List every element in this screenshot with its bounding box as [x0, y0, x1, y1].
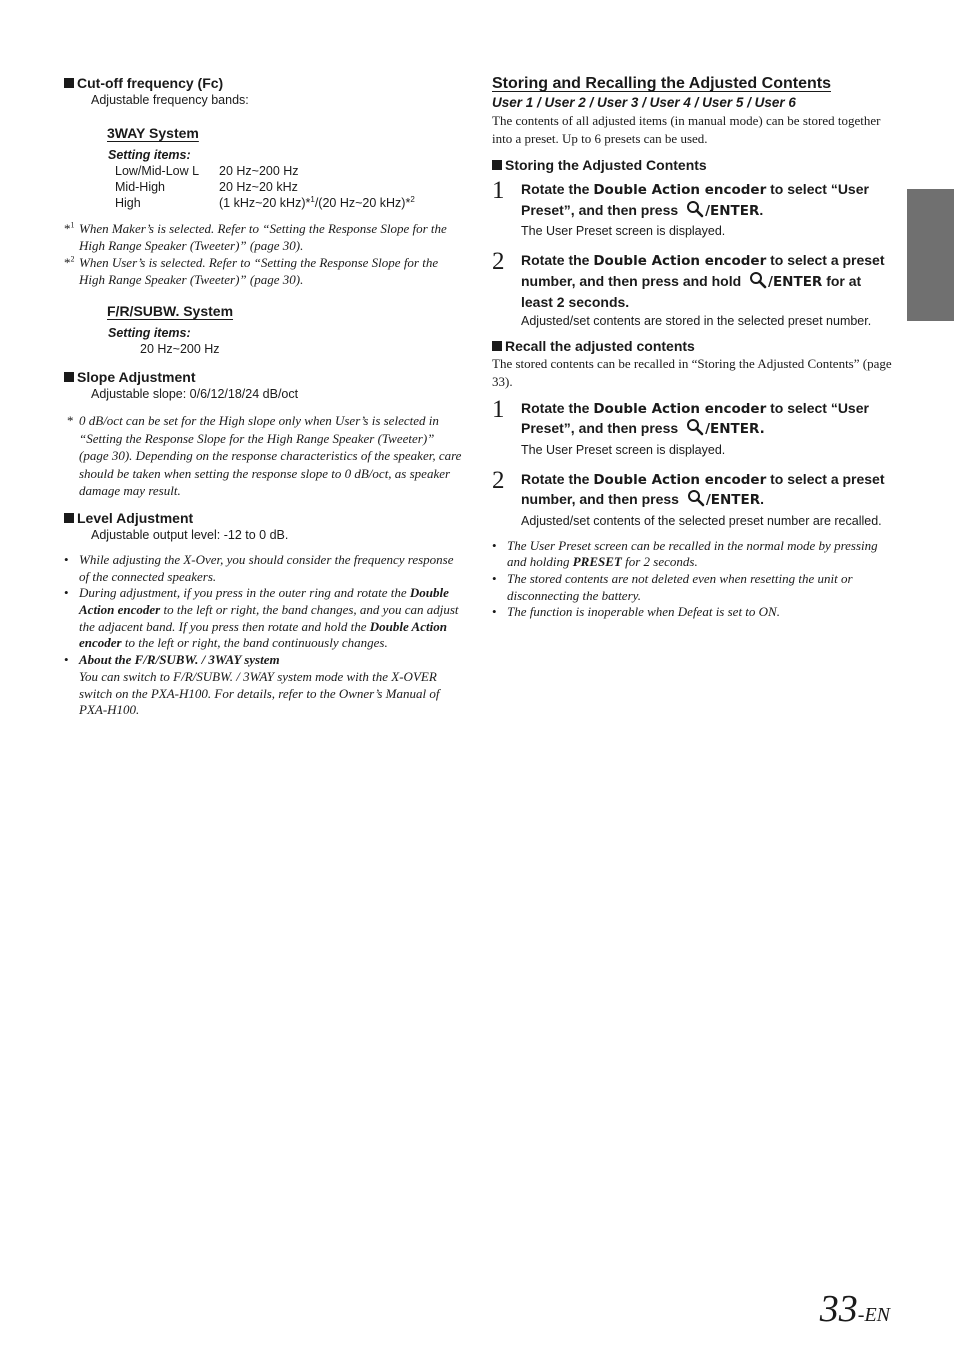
square-bullet-icon: [492, 341, 502, 351]
frs-setting-label: Setting items:: [108, 326, 191, 340]
step-number: 2: [492, 248, 505, 275]
list-item: • The User Preset screen can be recalled in the normal mode by pressing and holding PRESET for 2 seconds.: [492, 538, 892, 571]
setting-row: Low/Mid-Low L 20 Hz~200 Hz: [115, 164, 299, 178]
frs-title: F/R/SUBW. System: [107, 303, 234, 319]
storing-heading: Storing the Adjusted Contents: [492, 156, 892, 174]
3way-title: 3WAY System: [107, 125, 199, 141]
right-notes-list: [492, 538, 892, 622]
left-notes-list: [64, 552, 464, 719]
square-bullet-icon: [64, 513, 74, 523]
section-title: Storing and Recalling the Adjusted Contents: [492, 75, 831, 92]
user-presets-line: User 1 / User 2 / User 3 / User 4 / User 5 / User 6: [492, 95, 796, 110]
recall-heading: Recall the adjusted contents: [492, 337, 892, 355]
storing-step-1: 1 Rotate the Double Action encoder to select “User Preset”, and then press /ENTER. The User Preset screen is displayed.: [492, 177, 869, 238]
frs-setting-value: 20 Hz~200 Hz: [140, 342, 220, 356]
level-desc: Adjustable output level: -12 to 0 dB.: [91, 527, 289, 542]
setting-row: High (1 kHz~20 kHz)*$^1$/(20 Hz~20 kHz)*$^2$: [115, 194, 415, 210]
section-intro: The contents of all adjusted items (in manual mode) can be stored together into a preset. Up to 6 presets can be used.: [492, 113, 881, 146]
setting-row: Mid-High 20 Hz~20 kHz: [115, 180, 298, 194]
right-column: [492, 74, 892, 621]
list-item: • During adjustment, if you press in the outer ring and rotate the Double Action encoder to the left or right, the band changes, and you can adjust the adjacent band. If you press then rotate and hold the Double Action encoder to the left or right, the band continuously changes.: [64, 585, 464, 652]
search-icon: [687, 489, 705, 512]
storing-step-2: 2 Rotate the Double Action encoder to select a preset number, and then press and hold /ENTER for at least 2 seconds. Adjusted/set contents are stored in the selected preset number.: [492, 248, 885, 328]
recall-step-1: 1 Rotate the Double Action encoder to select “User Preset”, and then press /ENTER. The User Preset screen is displayed.: [492, 395, 869, 457]
list-item: • The function is inoperable when Defeat is set to ON.: [492, 604, 892, 621]
footnote-1: *$^1$ When Maker’s is selected. Refer to “Setting the Response Slope for the High Range Speaker (Tweeter)” (page 30).: [64, 220, 447, 253]
search-icon: [686, 418, 704, 441]
recall-desc: The stored contents can be recalled in “Storing the Adjusted Contents” (page 33).: [492, 355, 892, 389]
footnote-2: *$^2$ When User’s is selected. Refer to “Setting the Response Slope for the High Range Speaker (Tweeter)” (page 30).: [64, 254, 439, 287]
cutoff-heading: Cut-off frequency (Fc): [64, 74, 464, 92]
recall-step-2: 2 Rotate the Double Action encoder to select a preset number, and then press /ENTER. Adjusted/set contents of the selected preset number are recalled.: [492, 466, 885, 528]
page-number: 33-EN: [819, 1288, 890, 1330]
cutoff-desc: Adjustable frequency bands:: [91, 93, 249, 107]
list-item: • About the F/R/SUBW. / 3WAY system You can switch to F/R/SUBW. / 3WAY system mode with the X-OVER switch on the PXA-H100. For details, refer to the Owner’s Manual of PXA-H100.: [64, 652, 464, 719]
search-icon: [686, 200, 704, 223]
3way-settings-table: [115, 163, 464, 211]
3way-setting-label: Setting items:: [108, 148, 191, 162]
square-bullet-icon: [64, 372, 74, 382]
step-number: 1: [492, 395, 505, 423]
section-tab: [907, 189, 954, 321]
square-bullet-icon: [64, 78, 74, 88]
search-icon: [749, 271, 767, 294]
square-bullet-icon: [492, 160, 502, 170]
left-column: [64, 74, 464, 719]
slope-desc: Adjustable slope: 0/6/12/18/24 dB/oct: [91, 387, 299, 401]
step-number: 1: [492, 177, 505, 204]
slope-note: * 0 dB/oct can be set for the High slope only when User’s is selected in “Setting the Response Slope for the High Range Speaker (Tweeter)” (page 30). Depending on the response characteristics of the speaker, care should be taken when setting the response slope to 0 dB/oct, as speaker damage may result.: [67, 413, 462, 499]
list-item: • The stored contents are not deleted even when resetting the unit or disconnecting the battery.: [492, 571, 892, 604]
slope-heading: Slope Adjustment: [64, 368, 464, 386]
list-item: • While adjusting the X-Over, you should consider the frequency response of the connected speakers.: [64, 552, 464, 585]
level-heading: Level Adjustment: [64, 509, 464, 527]
step-number: 2: [492, 466, 505, 494]
